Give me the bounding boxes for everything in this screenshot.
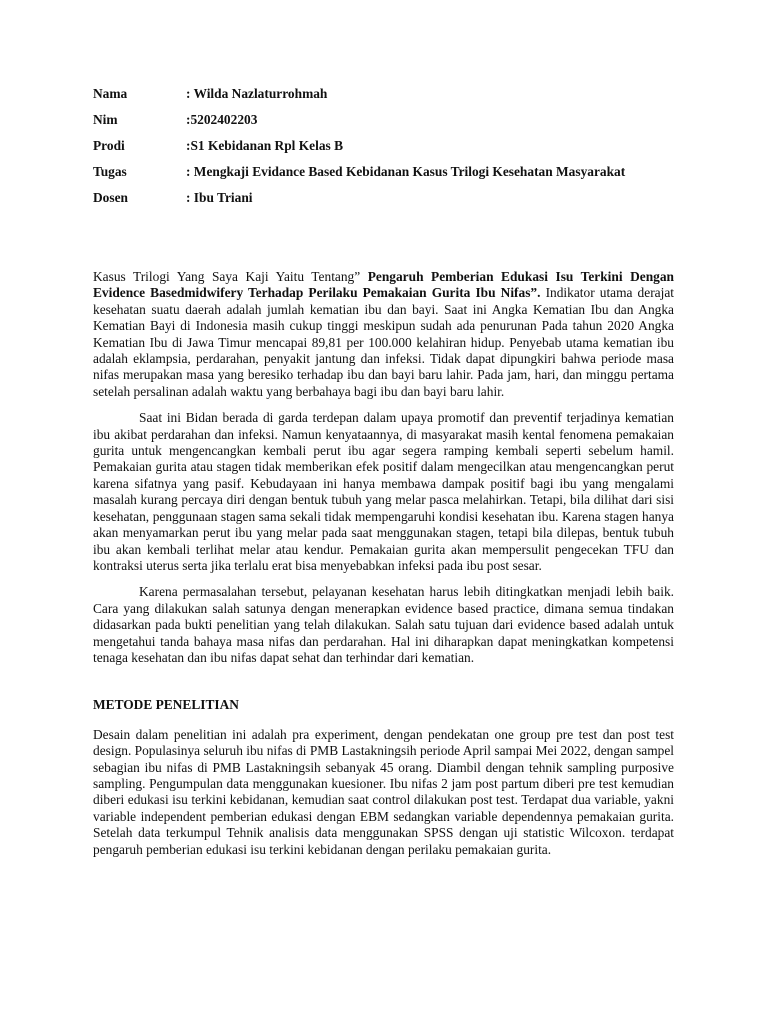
paragraph-metode: Desain dalam penelitian ini adalah pra experiment, dengan pendekatan one group pre test dan post test design. Populasinya seluruh ibu nifas di PMB Lastakningsih periode April sampai Mei 2022, dengan sampel sebagian ibu nifas di PMB Lastakningsih sebanyak 45 orang. Diambil dengan tehnik sampling purposive sampling. Pengumpulan data menggunakan kuesioner. Ibu nifas 2 jam post partum diberi pre test kemudian diberi edukasi isu terkini kebidanan, kemudian saat control dilakukan post test. Terdapat dua variable, yakni variable independent pemberian edukasi dengan EBM sedangkan variable dependennya pemakaian gurita. Setelah data terkumpul Tehnik analisis data menggunakan SPSS dengan uji statistic Wilcoxon. terdapat pengaruh pemberian edukasi isu terkini kebidanan dengan perilaku pemakaian gurita. xyxy=(93,726,674,857)
paragraph-bidan: Saat ini Bidan berada di garda terdepan dalam upaya promotif dan preventif terjadinya kematian ibu akibat perdarahan dan infeksi. Namun kenyataannya, di masyarakat masih kental fenomena pemakaian gurita untuk mengencangkan kembali perut ibu agar segera ramping kembali seperti sebelum hamil. Pemakaian gurita atau stagen tidak memberikan efek positif dalam mengecilkan atau mengencangkan perut karena sifatnya yang pasif. Kebudayaan ini hanya membawa dampak positif bagi ibu yang mengalami masalah kurang percaya diri dengan bentuk tubuh yang melar pasca melahirkan. Tetapi, bila dilihat dari sisi kesehatan, penggunaan stagen sama sekali tidak mempengaruhi kondisi kesehatan ibu. Karena stagen hanya akan menyamarkan perut ibu yang melar pada saat menggunakan stagen, tetapi bila dilepas, bentuk tubuh ibu akan kembali terlihat melar atau kendur. Pemakaian gurita akan mempersulit pengecekan TFU dan kontraksi uterus serta jika terlalu erat bisa menyebabkan infeksi pada ibu post sesar. xyxy=(93,410,674,573)
info-value: :S1 Kebidanan Rpl Kelas B xyxy=(186,138,344,153)
paragraph-intro xyxy=(93,269,674,400)
case-title: Pengaruh Pemberian Edukasi Isu Terkini Dengan Evidence Basedmidwifery Terhadap Perilaku Pemakaian Gurita Ibu Nifas”. xyxy=(93,269,674,301)
info-value: : Mengkaji Evidance Based Kebidanan Kasus Trilogi Kesehatan Masyarakat xyxy=(186,164,626,179)
info-row-tugas xyxy=(93,164,625,190)
info-row-nim xyxy=(93,112,625,138)
info-value: :5202402203 xyxy=(186,112,258,127)
info-label: Nim xyxy=(93,112,118,127)
info-row-prodi xyxy=(93,138,625,164)
student-info-header xyxy=(93,86,625,216)
section-heading-metode: METODE PENELITIAN xyxy=(93,697,239,713)
info-value: : Ibu Triani xyxy=(186,190,253,205)
paragraph-permasalahan: Karena permasalahan tersebut, pelayanan kesehatan harus lebih ditingkatkan menjadi lebih baik. Cara yang dilakukan salah satunya dengan menerapkan evidence based practice, dimana semua tindakan didasarkan pada bukti penelitian yang telah dilakukan. Salah satu tujuan dari evidence based adalah untuk mengetahui tanda bahaya masa nifas dan perdarahan. Hal ini diharapkan dapat meningkatkan kompetensi tenaga kesehatan dan ibu nifas dapat sehat dan terhindar dari kematian. xyxy=(93,584,674,665)
info-label: Prodi xyxy=(93,138,125,153)
info-label: Nama xyxy=(93,86,128,101)
info-value: : Wilda Nazlaturrohmah xyxy=(186,86,328,101)
info-label: Dosen xyxy=(93,190,128,205)
paragraph-intro-lead: Kasus Trilogi Yang Saya Kaji Yaitu Tentang” xyxy=(93,269,361,284)
info-row-nama xyxy=(93,86,625,112)
paragraph-intro-rest: Indikator utama derajat kesehatan suatu daerah adalah jumlah kematian ibu dan bayi. Saat ini Angka Kematian Ibu dan Angka Kematian Bayi di Indonesia masih cukup tinggi meskipun sudah ada penurunan Pada tahun 2020 Angka Kematian Ibu di Jawa Timur mencapai 89,81 per 100.000 kelahiran hidup. Penyebab utama kematian ibu adalah eklampsia, perdarahan, penyakit jantung dan infeksi. Tidak dapat dipungkiri bahwa periode masa nifas merupakan masa yang beresiko terhadap ibu dan bayi baru lahir. Pada jam, hari, dan minggu pertama setelah persalinan adalah waktu yang berbahaya bagi ibu dan bayi baru lahir. xyxy=(93,285,674,399)
info-row-dosen xyxy=(93,190,625,216)
document-body xyxy=(93,269,674,858)
info-label: Tugas xyxy=(93,164,127,179)
